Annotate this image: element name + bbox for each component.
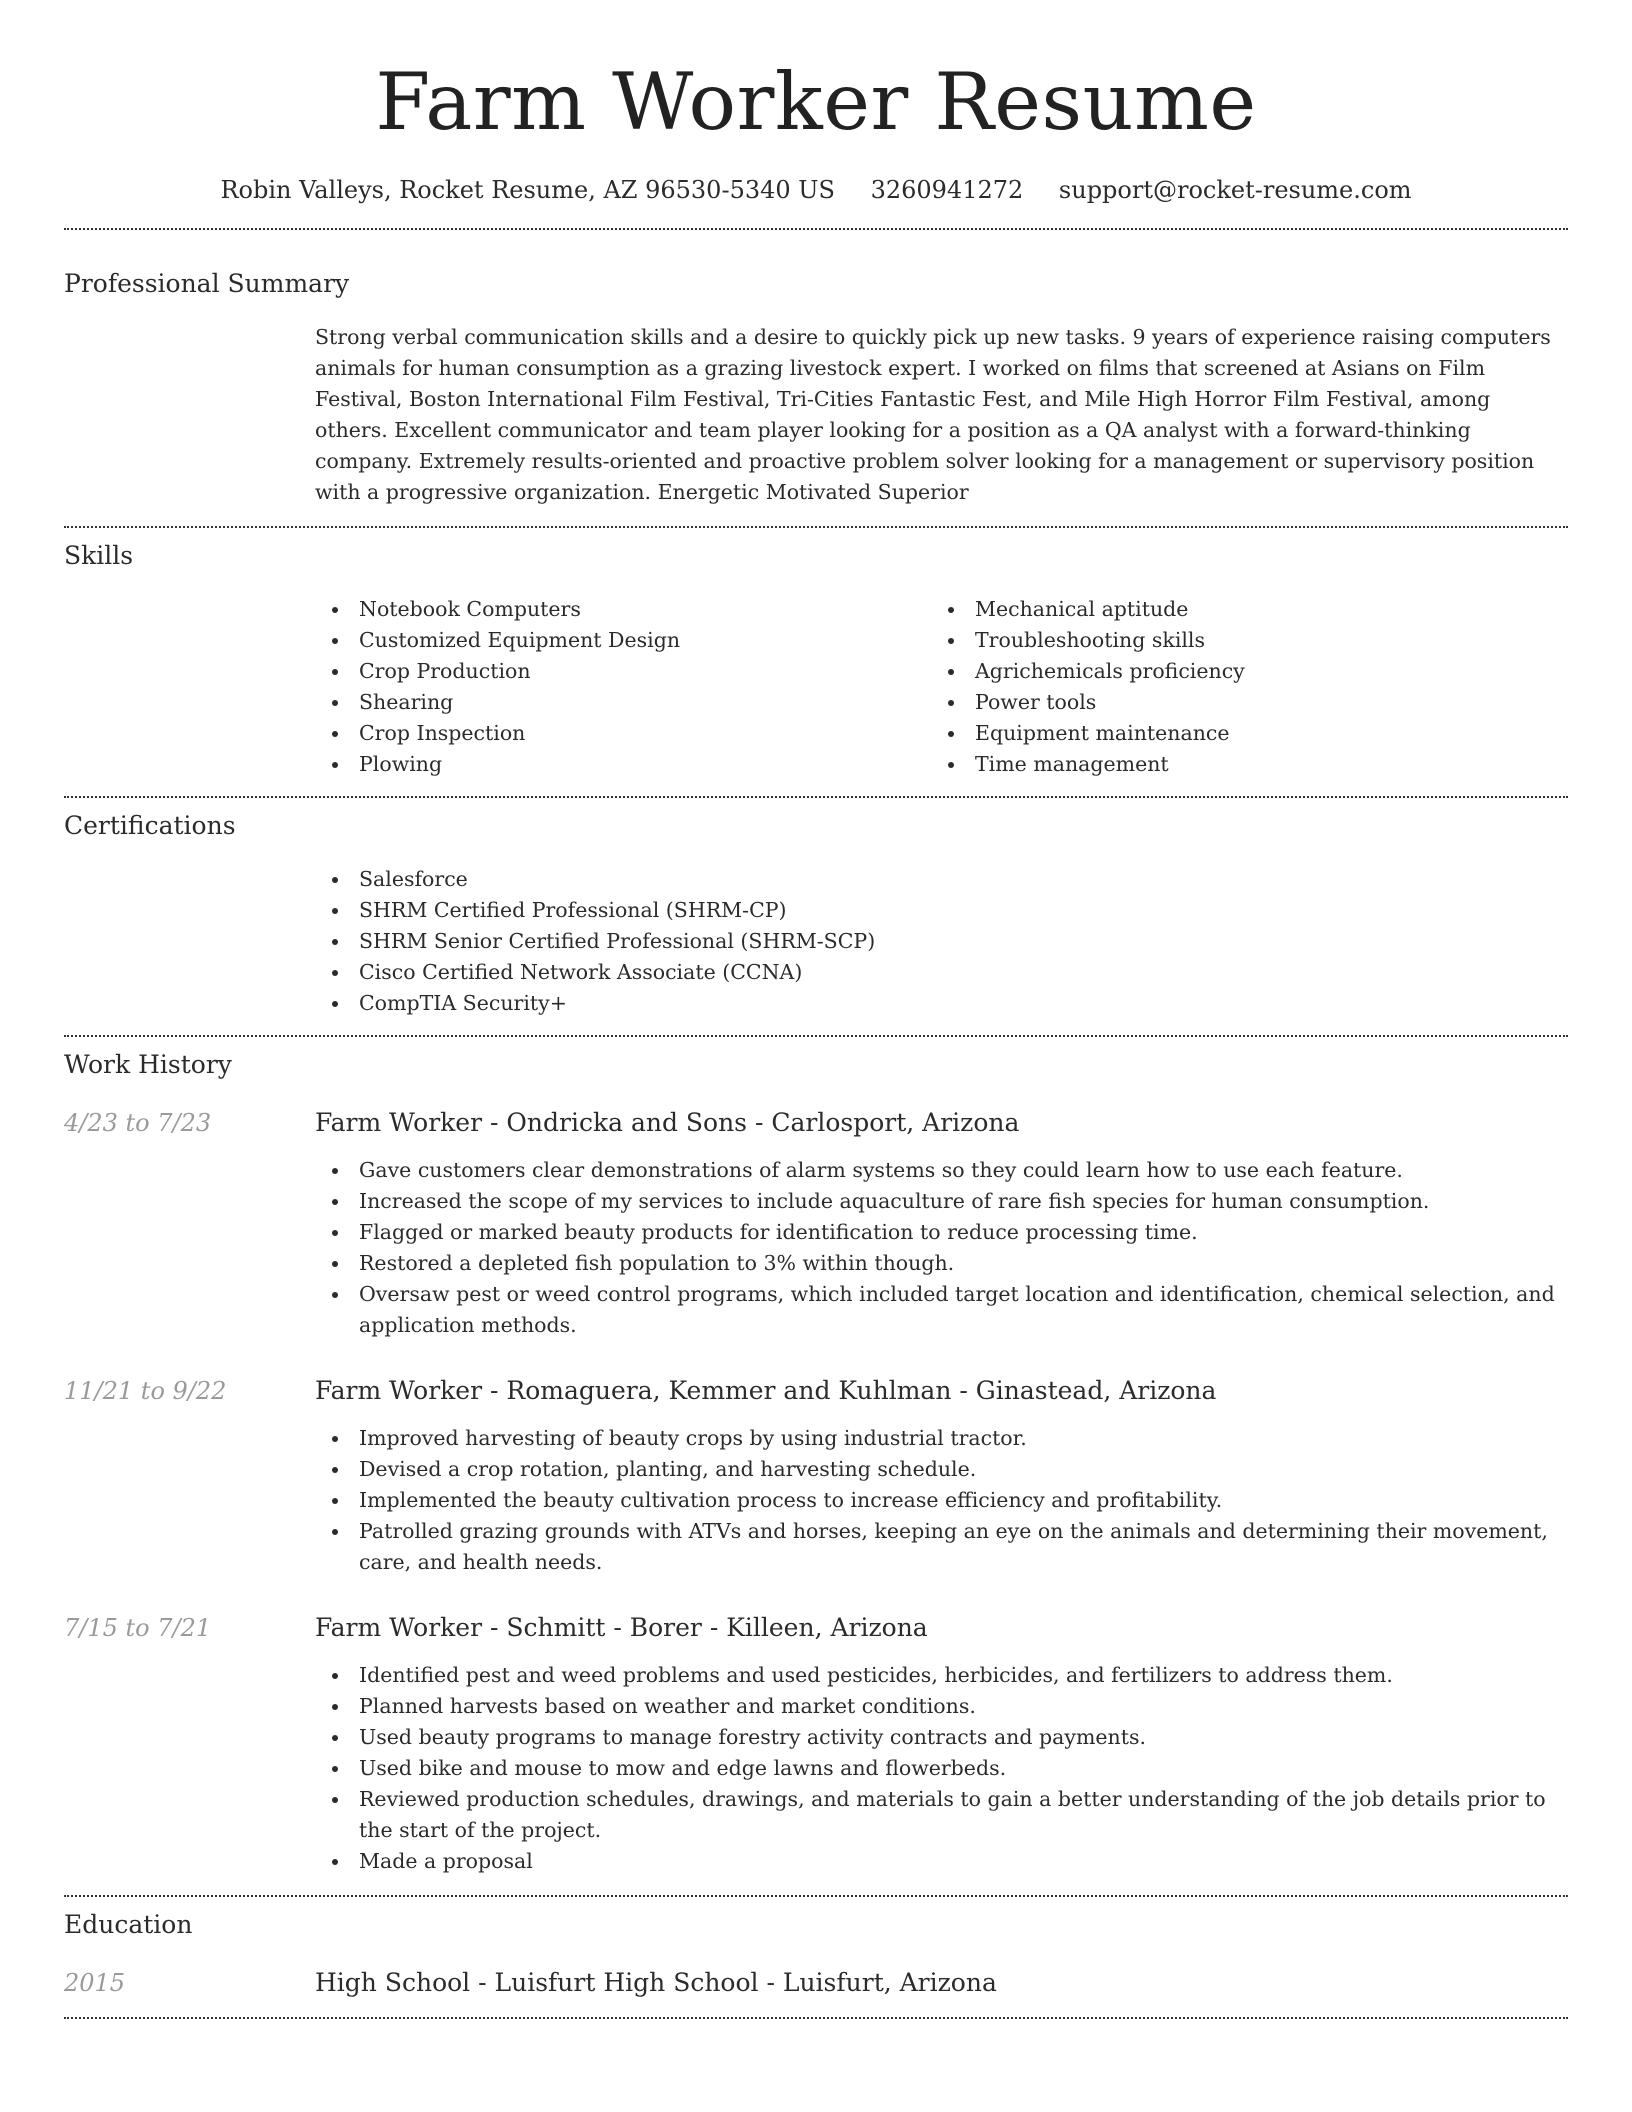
education-date: 2015 (64, 1969, 126, 1997)
list-item: Agrichemicals proficiency (975, 656, 1568, 687)
job-heading: Farm Worker - Ondricka and Sons - Carlosport, Arizona (315, 1108, 1020, 1137)
contact-phone: 3260941272 (870, 176, 1024, 204)
list-item: Identified pest and weed problems and used pesticides, herbicides, and fertilizers to address them. (359, 1660, 1568, 1691)
list-item: SHRM Senior Certified Professional (SHRM-SCP) (359, 926, 1568, 957)
list-item: Plowing (359, 749, 931, 780)
job-bullets (315, 1155, 1568, 1341)
list-item: Devised a crop rotation, planting, and harvesting schedule. (359, 1454, 1568, 1485)
list-item: Salesforce (359, 864, 1568, 895)
certifications-list (315, 864, 1568, 1019)
job-entry (64, 1375, 1568, 1578)
education-row (64, 1967, 1568, 1999)
list-item: Implemented the beauty cultivation process to increase efficiency and profitability. (359, 1485, 1568, 1516)
list-item: Reviewed production schedules, drawings, and materials to gain a better understanding of the job details prior to the start of the project. (359, 1784, 1568, 1846)
list-item: Made a proposal (359, 1846, 1568, 1877)
list-item: Cisco Certified Network Associate (CCNA) (359, 957, 1568, 988)
list-item: Patrolled grazing grounds with ATVs and horses, keeping an eye on the animals and determining their movement, care, and health needs. (359, 1516, 1568, 1578)
job-entry (64, 1107, 1568, 1341)
section-title-summary: Professional Summary (64, 269, 350, 298)
job-date: 7/15 to 7/21 (64, 1614, 212, 1642)
summary-text: Strong verbal communication skills and a desire to quickly pick up new tasks. 9 years of experience raising computers animals for human consumption as a grazing livestock expert. I worked on films that screened at Asians on Film Festival, Boston International Film Festival, Tri-Cities Fantastic Fest, and Mile High Horror Film Festival, among others. Excellent communicator and team player looking for a position as a QA analyst with a forward-thinking company. Extremely results-oriented and proactive problem solver looking for a management or supervisory position with a progressive organization. Energetic Motivated Superior (315, 325, 1551, 504)
divider (64, 526, 1568, 528)
list-item: Customized Equipment Design (359, 625, 931, 656)
job-bullet-list (315, 1155, 1568, 1341)
list-item: Restored a depleted fish population to 3% within though. (359, 1248, 1568, 1279)
certifications-content (315, 864, 1568, 1019)
job-heading: Farm Worker - Schmitt - Borer - Killeen, Arizona (315, 1613, 928, 1642)
list-item: Crop Inspection (359, 718, 931, 749)
divider (64, 228, 1568, 230)
section-title-certifications: Certifications (64, 811, 236, 840)
list-item: Power tools (975, 687, 1568, 718)
list-item: CompTIA Security+ (359, 988, 1568, 1019)
job-entry (64, 1612, 1568, 1877)
list-item: Troubleshooting skills (975, 625, 1568, 656)
divider (64, 2017, 1568, 2019)
job-header-row (64, 1107, 1568, 1139)
list-item: Improved harvesting of beauty crops by using industrial tractor. (359, 1423, 1568, 1454)
list-item: Planned harvests based on weather and market conditions. (359, 1691, 1568, 1722)
job-header-row (64, 1612, 1568, 1644)
education-heading: High School - Luisfurt High School - Luisfurt, Arizona (315, 1968, 997, 1997)
contact-email: support@rocket-resume.com (1058, 176, 1412, 204)
job-bullet-list (315, 1660, 1568, 1877)
resume-title: Farm Worker Resume (375, 56, 1257, 148)
skills-grid (315, 594, 1568, 780)
job-bullets (315, 1423, 1568, 1578)
job-header-row (64, 1375, 1568, 1407)
section-title-education: Education (64, 1910, 193, 1939)
list-item: Equipment maintenance (975, 718, 1568, 749)
job-date: 11/21 to 9/22 (64, 1377, 227, 1405)
list-item: Notebook Computers (359, 594, 931, 625)
list-item: Oversaw pest or weed control programs, which included target location and identification, chemical selection, and application methods. (359, 1279, 1568, 1341)
divider (64, 796, 1568, 798)
skills-list-right (931, 594, 1568, 780)
list-item: Increased the scope of my services to include aquaculture of rare fish species for human consumption. (359, 1186, 1568, 1217)
list-item: Time management (975, 749, 1568, 780)
job-date: 4/23 to 7/23 (64, 1109, 212, 1137)
list-item: Gave customers clear demonstrations of alarm systems so they could learn how to use each feature. (359, 1155, 1568, 1186)
list-item: Shearing (359, 687, 931, 718)
list-item: Used bike and mouse to mow and edge lawns and flowerbeds. (359, 1753, 1568, 1784)
divider (64, 1035, 1568, 1037)
job-heading: Farm Worker - Romaguera, Kemmer and Kuhlman - Ginastead, Arizona (315, 1376, 1217, 1405)
list-item: Crop Production (359, 656, 931, 687)
divider (64, 1895, 1568, 1897)
job-bullet-list (315, 1423, 1568, 1578)
section-title-skills: Skills (64, 541, 134, 570)
list-item: Flagged or marked beauty products for identification to reduce processing time. (359, 1217, 1568, 1248)
list-item: SHRM Certified Professional (SHRM-CP) (359, 895, 1568, 926)
section-title-work-history: Work History (64, 1050, 232, 1079)
skills-list-left (315, 594, 931, 780)
summary-content (315, 322, 1568, 508)
contact-line (64, 174, 1568, 206)
contact-address: Robin Valleys, Rocket Resume, AZ 96530-5340 US (220, 176, 835, 204)
list-item: Used beauty programs to manage forestry activity contracts and payments. (359, 1722, 1568, 1753)
job-bullets (315, 1660, 1568, 1877)
list-item: Mechanical aptitude (975, 594, 1568, 625)
